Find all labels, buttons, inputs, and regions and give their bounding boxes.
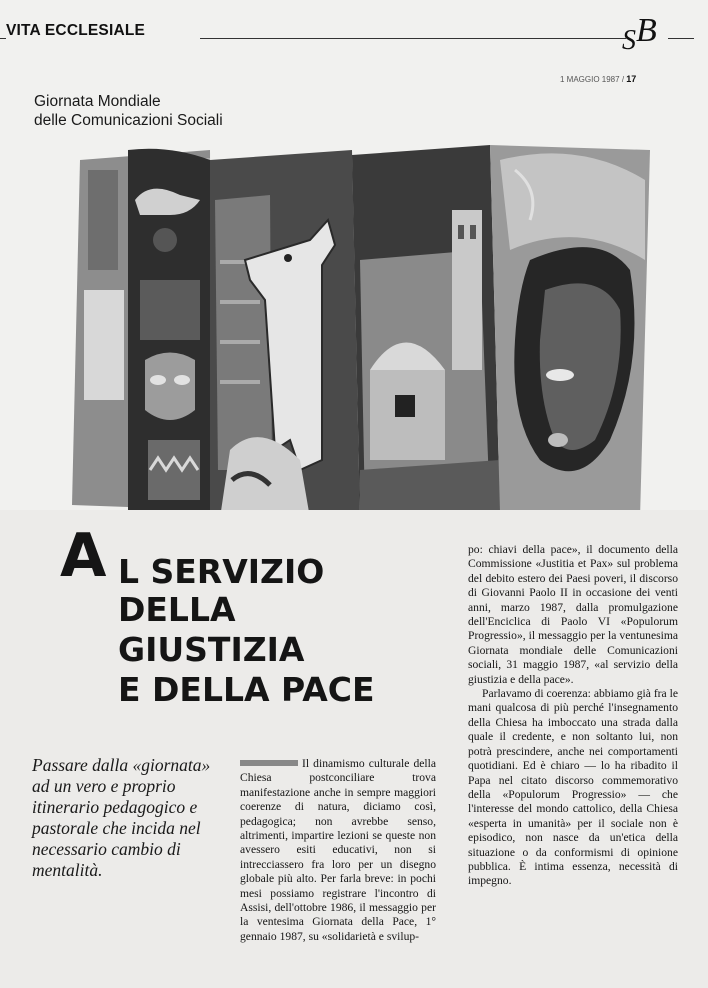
subtitle-line-2: delle Comunicazioni Sociali	[34, 112, 223, 129]
title-line-3: GIUSTIZIA	[118, 630, 305, 669]
body-paragraph-1: Il dinamismo culturale della Chiesa postconciliare trova manifestazione anche in sempre maggiori coerenze di natura, diciamo così, pedagogica; non avrebbe senso, altrimenti, impartire lezioni se queste non avessero esiti educativi, non si intrecciassero fra loro per un disegno globale più alto. Per farla breve: in pochi mesi possiamo registrare l'incontro di Assisi, dell'ottobre 1986, il messaggio per la ventesima Giornata della Pace, 1° gennaio 1987, su «solidarietà e svilup-	[240, 757, 436, 943]
section-label: VITA ECCLESIALE	[6, 22, 146, 39]
page-subtitle	[34, 92, 294, 130]
title-line-2: DELLA	[118, 590, 236, 629]
header-rule	[200, 38, 626, 39]
page-number: 17	[626, 74, 637, 84]
body-paragraph-3: Parlavamo di coerenza: abbiamo già fra le mani qualcosa di più perché l'insegnamento della Chiesa ha imboccato una strada dalla quale il credente, e non soltanto lui, non potrà prescindere, anche nei comportamenti quotidiani. Ed è chiaro — lo ha ribadito il Papa nel citato discorso commemorativo della «Populorum Progressio» — che l'interesse del mondo cattolico, della Chiesa «esperta in umanità» per il sociale non è episodico, non nasce da un'etica della situazione o da conformismi di opinione pubblica. È intima essenza, necessità di impegno.	[468, 687, 678, 888]
llama-icon	[210, 150, 360, 518]
logo-letter-s: S	[622, 25, 636, 56]
lead-bar	[240, 760, 298, 766]
subtitle-line-1: Giornata Mondiale	[34, 93, 161, 110]
logo-letter-b: B	[636, 12, 657, 49]
folio: 1 MAGGIO 1987 / 17	[560, 74, 637, 84]
body-column-right	[468, 543, 678, 889]
totem-pole-icon	[72, 149, 212, 520]
magazine-logo	[622, 12, 657, 56]
header-rule-right	[668, 38, 694, 39]
cover-illustration	[60, 140, 660, 525]
body-paragraph-2: po: chiavi della pace», il documento della Commissione «Justitia et Pax» sul problema del debito estero dei Paesi poveri, il discorso di Giovanni Paolo II in occasione dei venti anni, marzo 1987, dalla promulgazione dell'Enciclica di Paolo VI «Populorum Progressio», il messaggio per la ventunesima Giornata mondiale delle Comunicazioni sociali, 31 maggio 1987, «al servizio della giustizia e della pace».	[468, 543, 678, 686]
title-line-1: L SERVIZIO	[118, 552, 325, 591]
title-line-4: E DELLA PACE	[118, 670, 375, 709]
body-column-middle	[240, 757, 436, 944]
issue-date: 1 MAGGIO 1987	[560, 75, 620, 84]
article-deck: Passare dalla «giornata» ad un vero e proprio itinerario pedagogico e pastorale che incida nel necessario cambio di mentalità.	[32, 755, 211, 880]
mosque-tower-icon	[352, 145, 500, 518]
african-mask-icon	[490, 145, 650, 518]
title-dropcap: A	[60, 521, 105, 591]
